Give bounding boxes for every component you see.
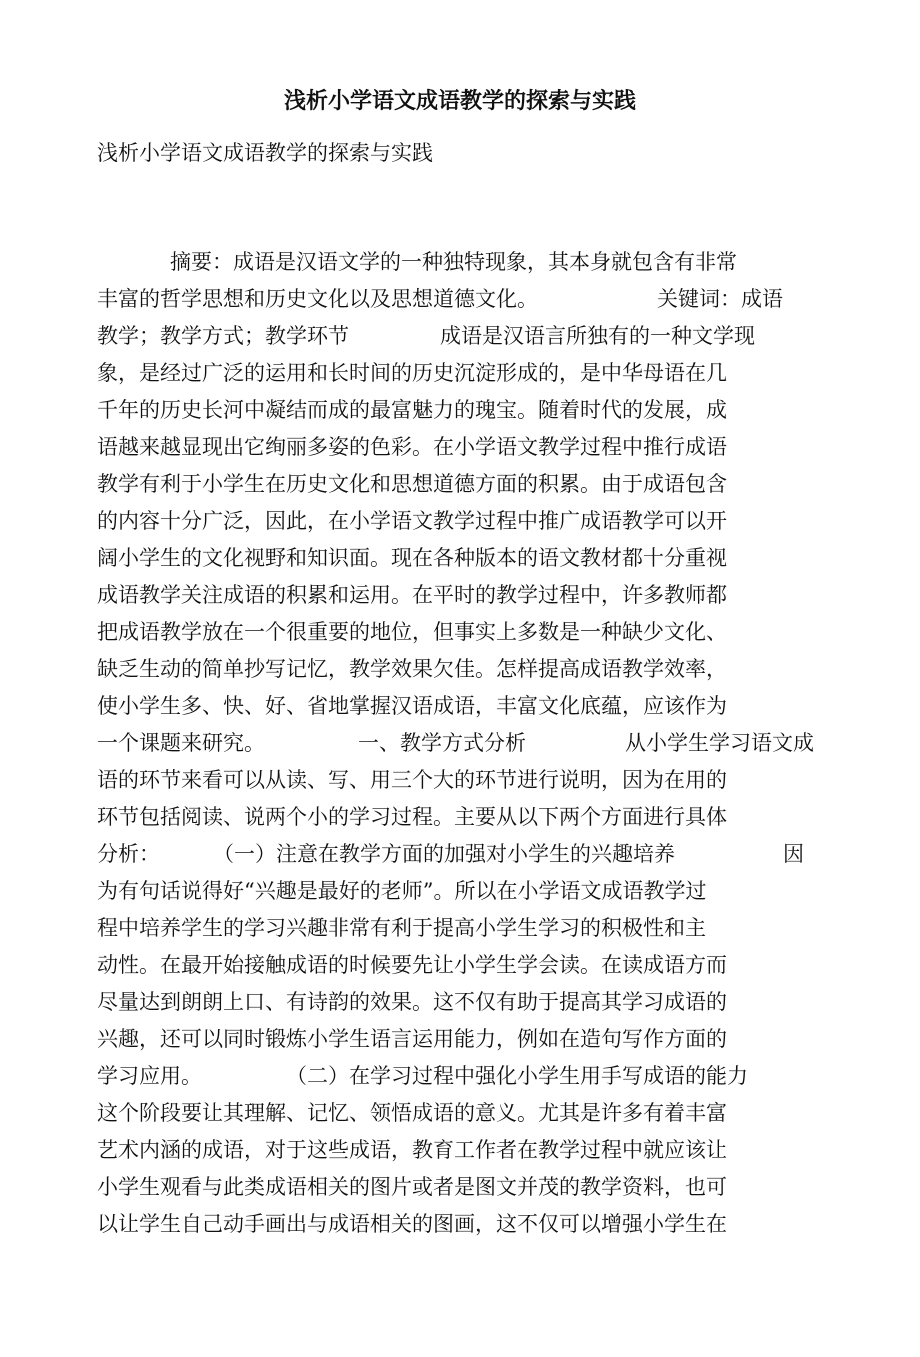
body-text-line: 因 bbox=[783, 842, 804, 866]
body-text-line: 一个课题来研究。 bbox=[97, 731, 265, 755]
body-text-line: 缺乏生动的简单抄写记忆，教学效果欠佳。怎样提高成语教学效率， bbox=[97, 657, 727, 681]
body-text-line: 的内容十分广泛，因此，在小学语文教学过程中推广成语教学可以开 bbox=[97, 509, 727, 533]
body-text-line: 关键词：成语 bbox=[657, 287, 783, 311]
body-text-line: 程中培养学生的学习兴趣非常有利于提高小学生学习的积极性和主 bbox=[97, 916, 706, 940]
body-text-line: 教学有利于小学生在历史文化和思想道德方面的积累。由于成语包含 bbox=[97, 472, 727, 496]
body-text-line: 小学生观看与此类成语相关的图片或者是图文并茂的教学资料，也可 bbox=[97, 1175, 727, 1199]
body-text-line: 把成语教学放在一个很重要的地位，但事实上多数是一种缺少文化、 bbox=[97, 620, 727, 644]
body-text-line: 使小学生多、快、好、省地掌握汉语成语，丰富文化底蕴，应该作为 bbox=[97, 694, 727, 718]
body-text-line: 艺术内涵的成语，对于这些成语，教育工作者在教学过程中就应该让 bbox=[97, 1138, 727, 1162]
body-text-line: 语的环节来看可以从读、写、用三个大的环节进行说明，因为在用的 bbox=[97, 768, 727, 792]
body-text-line: 从小学生学习语文成 bbox=[625, 731, 814, 755]
body-text-line: 阔小学生的文化视野和知识面。现在各种版本的语文教材都十分重视 bbox=[97, 546, 727, 570]
body-text-line: 动性。在最开始接触成语的时候要先让小学生学会读。在读成语方而 bbox=[97, 953, 727, 977]
body-text-line: 成语教学关注成语的积累和运用。在平时的教学过程中，许多教师都 bbox=[97, 583, 727, 607]
body-text-line: 象，是经过广泛的运用和长时间的历史沉淀形成的，是中华母语在几 bbox=[97, 361, 727, 385]
body-text-line: 丰富的哲学思想和历史文化以及思想道德文化。 bbox=[97, 287, 538, 311]
body-text-line: 千年的历史长河中凝结而成的最富魅力的瑰宝。随着时代的发展，成 bbox=[97, 398, 727, 422]
body-text-line: 以让学生自己动手画出与成语相关的图画，这不仅可以增强小学生在 bbox=[97, 1212, 727, 1236]
body-text-line: 语越来越显现出它绚丽多姿的色彩。在小学语文教学过程中推行成语 bbox=[97, 435, 727, 459]
body-text-line: 摘要：成语是汉语文学的一种独特现象，其本身就包含有非常 bbox=[170, 250, 737, 274]
body-text-line: 学习应用。 bbox=[97, 1064, 202, 1088]
document-subtitle: 浅析小学语文成语教学的探索与实践 bbox=[97, 141, 433, 165]
body-text-line: 环节包括阅读、说两个小的学习过程。主要从以下两个方面进行具体 bbox=[97, 805, 727, 829]
document-title: 浅析小学语文成语教学的探索与实践 bbox=[283, 88, 636, 114]
body-text-line: 分析： bbox=[97, 842, 160, 866]
body-text-line: 尽量达到朗朗上口、有诗韵的效果。这不仅有助于提高其学习成语的 bbox=[97, 990, 727, 1014]
body-text-line: （一）注意在教学方面的加强对小学生的兴趣培养 bbox=[213, 842, 675, 866]
body-text-line: 一、教学方式分析 bbox=[358, 731, 526, 755]
body-text-line: 教学；教学方式；教学环节 bbox=[97, 324, 349, 348]
body-text-line: 为有句话说得好“兴趣是最好的老师”。所以在小学语文成语教学过 bbox=[97, 879, 707, 903]
body-text-line: （二）在学习过程中强化小学生用手写成语的能力 bbox=[286, 1064, 748, 1088]
body-text-line: 这个阶段要让其理解、记忆、领悟成语的意义。尤其是许多有着丰富 bbox=[97, 1101, 727, 1125]
body-text-line: 成语是汉语言所独有的一种文学现 bbox=[440, 324, 755, 348]
body-text-line: 兴趣，还可以同时锻炼小学生语言运用能力，例如在造句写作方面的 bbox=[97, 1027, 727, 1051]
